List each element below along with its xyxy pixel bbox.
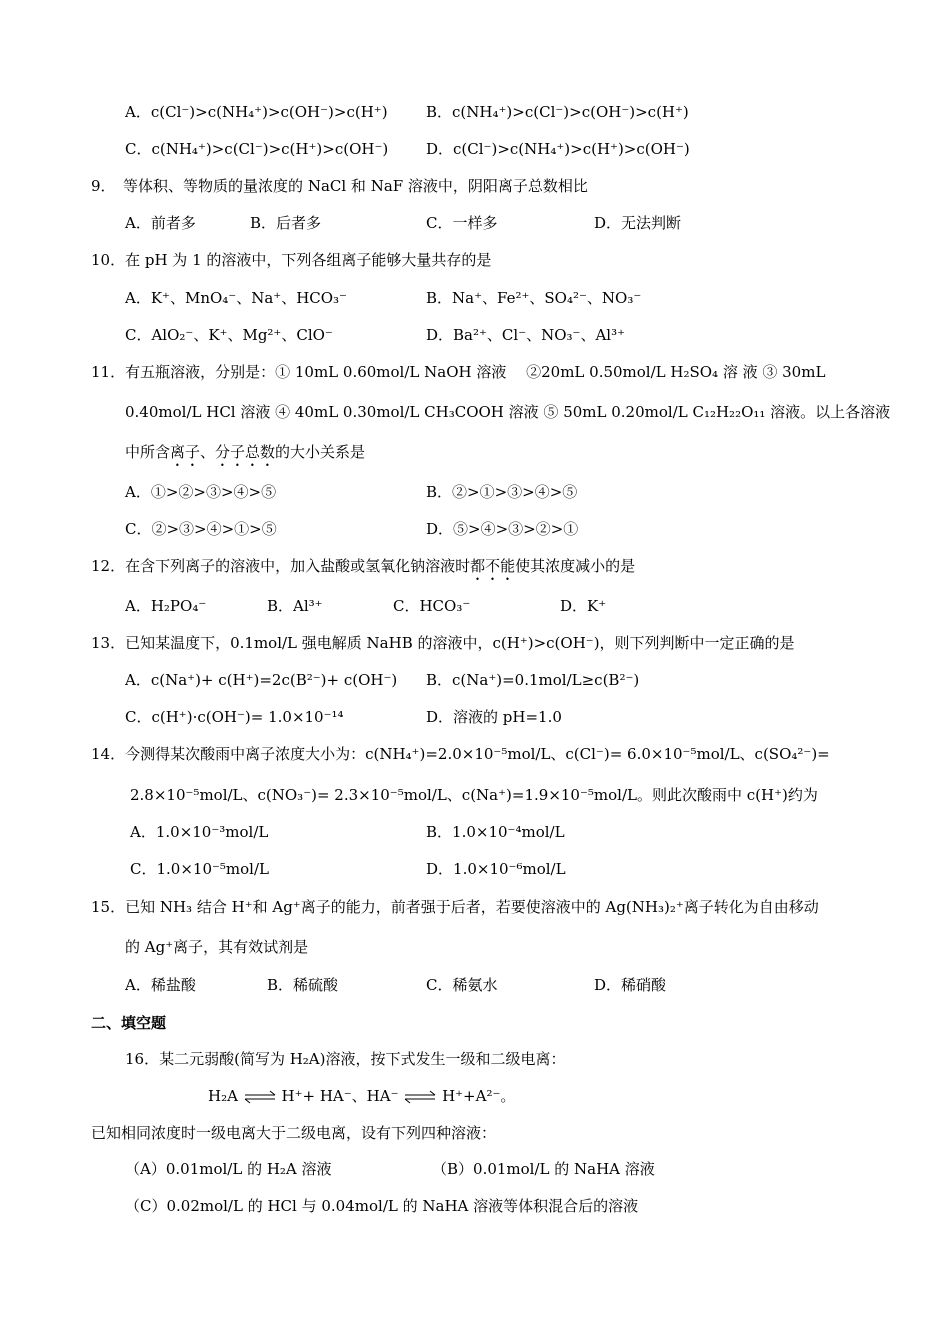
- q16-option-b: （B）0.01mol/L 的 NaHA 溶液: [432, 1160, 655, 1178]
- q14-stem-line1: 14．今测得某次酸雨中离子浓度大小为：c(NH₄⁺)=2.0×10⁻⁵mol/L、c(Cl⁻)= 6.0×10⁻⁵mol/L、c(SO₄²⁻)=: [91, 745, 830, 763]
- q10-option-d: D．Ba²⁺、Cl⁻、NO₃⁻、Al³⁺: [426, 326, 626, 344]
- q12-stem-prefix: 12．在含下列离子的溶液中，加入盐酸或氢氧化钠溶液时: [91, 557, 471, 575]
- q14-option-b: B．1.0×10⁻⁴mol/L: [426, 823, 565, 841]
- q16-option-a: （A）0.01mol/L 的 H₂A 溶液: [125, 1160, 332, 1178]
- q16-eq-end: H⁺+A²⁻。: [442, 1087, 516, 1105]
- q13-option-d: D．溶液的 pH=1.0: [426, 708, 562, 726]
- q11-line3-suffix: 的大小关系是: [275, 443, 366, 461]
- q10-option-c: C．AlO₂⁻、K⁺、Mg²⁺、ClO⁻: [125, 326, 333, 344]
- q16-eq-h2a: H₂A: [208, 1087, 238, 1105]
- q9-stem: 9． 等体积、等物质的量浓度的 NaCl 和 NaF 溶液中，阴阳离子总数相比: [91, 177, 588, 195]
- q13-option-c: C．c(H⁺)·c(OH⁻)= 1.0×10⁻¹⁴: [125, 708, 344, 726]
- q15-stem-line2: 的 Ag⁺离子，其有效试剂是: [125, 938, 309, 956]
- q11-option-a: A．①>②>③>④>⑤: [125, 483, 277, 501]
- q15-stem-line1: 15．已知 NH₃ 结合 H⁺和 Ag⁺离子的能力，前者强于后者，若要使溶液中的 Ag(NH₃)₂⁺离子转化为自由移动: [91, 898, 819, 916]
- q15-option-b: B．稀硫酸: [267, 976, 339, 994]
- q9-option-c: C．一样多: [426, 214, 498, 232]
- q15-option-a: A．稀盐酸: [125, 976, 196, 994]
- q16-stem: 16．某二元弱酸(简写为 H₂A)溶液，按下式发生一级和二级电离：: [125, 1050, 566, 1068]
- section-title: 二、填空题: [91, 1014, 167, 1032]
- q11-emphasis: 离子、分子总数: [170, 443, 276, 461]
- q13-option-b: B．c(Na⁺)=0.1mol/L≥c(B²⁻): [426, 671, 640, 689]
- q12-option-b: B．Al³⁺: [267, 597, 323, 615]
- q11-stem-line1: 11．有五瓶溶液，分别是：① 10mL 0.60mol/L NaOH 溶液 ②20mL 0.50mol/L H₂SO₄ 溶 液 ③ 30mL: [91, 363, 826, 381]
- q14-option-c: C．1.0×10⁻⁵mol/L: [130, 860, 269, 878]
- q13-stem: 13．已知某温度下，0.1mol/L 强电解质 NaHB 的溶液中，c(H⁺)>c(OH⁻)，则下列判断中一定正确的是: [91, 634, 795, 652]
- q11-option-b: B．②>①>③>④>⑤: [426, 483, 578, 501]
- q10-stem: 10．在 pH 为 1 的溶液中，下列各组离子能够大量共存的是: [91, 251, 492, 269]
- equilibrium-arrow-icon: [403, 1090, 437, 1104]
- q8-option-a: A．c(Cl⁻)>c(NH₄⁺)>c(OH⁻)>c(H⁺): [125, 103, 388, 121]
- q8-option-b: B．c(NH₄⁺)>c(Cl⁻)>c(OH⁻)>c(H⁺): [426, 103, 689, 121]
- q14-option-a: A．1.0×10⁻³mol/L: [130, 823, 269, 841]
- q16-equation: [208, 1086, 515, 1106]
- q13-option-a: A．c(Na⁺)+ c(H⁺)=2c(B²⁻)+ c(OH⁻): [125, 671, 398, 689]
- q16-eq-middle: H⁺+ HA⁻、HA⁻: [281, 1087, 399, 1105]
- q14-option-d: D．1.0×10⁻⁶mol/L: [426, 860, 566, 878]
- q11-option-c: C．②>③>④>①>⑤: [125, 520, 277, 538]
- q8-option-d: D．c(Cl⁻)>c(NH₄⁺)>c(H⁺)>c(OH⁻): [426, 140, 690, 158]
- q15-option-c: C．稀氨水: [426, 976, 498, 994]
- q16-option-c: （C）0.02mol/L 的 HCl 与 0.04mol/L 的 NaHA 溶液等体积混合后的溶液: [125, 1197, 639, 1215]
- q12-option-a: A．H₂PO₄⁻: [125, 597, 207, 615]
- q9-option-a: A．前者多: [125, 214, 196, 232]
- q12-option-d: D．K⁺: [560, 597, 607, 615]
- q9-option-b: B．后者多: [250, 214, 322, 232]
- q12-stem: [91, 556, 635, 584]
- q10-option-b: B．Na⁺、Fe²⁺、SO₄²⁻、NO₃⁻: [426, 289, 642, 307]
- q10-option-a: A．K⁺、MnO₄⁻、Na⁺、HCO₃⁻: [125, 289, 347, 307]
- q11-stem-line3: [125, 442, 365, 470]
- q8-option-c: C．c(NH₄⁺)>c(Cl⁻)>c(H⁺)>c(OH⁻): [125, 140, 389, 158]
- q11-stem-line2: 0.40mol/L HCl 溶液 ④ 40mL 0.30mol/L CH₃COOH 溶液 ⑤ 50mL 0.20mol/L C₁₂H₂₂O₁₁ 溶液。以上各溶液: [125, 403, 891, 421]
- q12-emphasis: 都不能: [470, 557, 516, 575]
- q9-option-d: D．无法判断: [594, 214, 682, 232]
- q11-line3-prefix: 中所含: [125, 443, 171, 461]
- q15-option-d: D．稀硝酸: [594, 976, 667, 994]
- equilibrium-arrow-icon: [243, 1090, 277, 1104]
- q16-note: 已知相同浓度时一级电离大于二级电离，设有下列四种溶液：: [91, 1124, 497, 1142]
- q12-stem-suffix: 使其浓度减小的是: [515, 557, 636, 575]
- q12-option-c: C．HCO₃⁻: [393, 597, 471, 615]
- q14-stem-line2: 2.8×10⁻⁵mol/L、c(NO₃⁻)= 2.3×10⁻⁵mol/L、c(Na⁺)=1.9×10⁻⁵mol/L。则此次酸雨中 c(H⁺)约为: [130, 786, 818, 804]
- q11-option-d: D．⑤>④>③>②>①: [426, 520, 579, 538]
